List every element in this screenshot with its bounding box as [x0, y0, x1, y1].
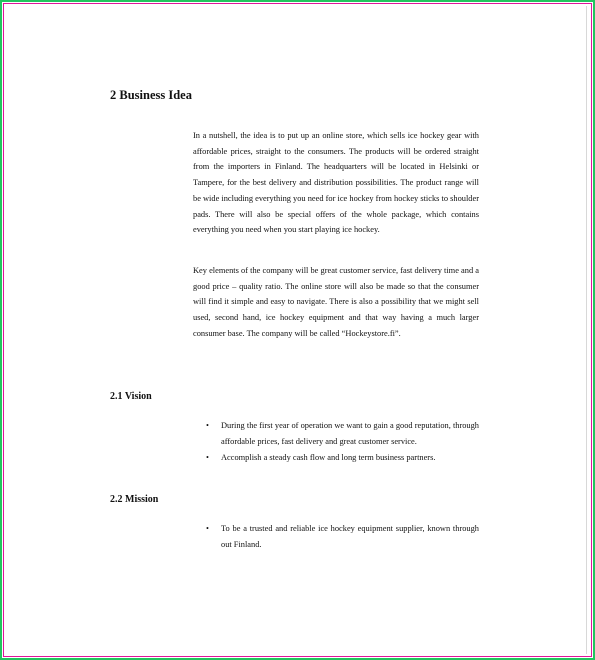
- paragraph-key-elements: Key elements of the company will be great customer service, fast delivery time and a good price – quality ratio. The online store will also be made so that the consumer will find it simple and easy to navigate. There is also a possibility that we might sell used, second hand, ice hockey equipment and that way having a much larger consumer base. The company will be called “Hockeystore.fi”.: [193, 266, 479, 338]
- list-item: [206, 450, 479, 466]
- paragraph-intro: In a nutshell, the idea is to put up an online store, which sells ice hockey gear with affordable prices, straight to the consumers. The products will be ordered straight from the importers in Finland. The headquarters will be located in Helsinki or Tampere, for the best delivery and distribution possibilities. The product range will be wide including everything you need for ice hockey from hockey sticks to shoulder pads. There will also be special offers of the whole package, which contains everything you need when you start playing ice hockey.: [193, 131, 479, 235]
- bullet-icon: •: [206, 421, 209, 430]
- list-item-text: To be a trusted and reliable ice hockey equipment supplier, known through out Finland.: [221, 524, 479, 549]
- list-item-text: Accomplish a steady cash flow and long term business partners.: [221, 452, 436, 462]
- bullet-icon: •: [206, 524, 209, 533]
- page-edge-line: [586, 6, 587, 654]
- mission-heading: 2.2 Mission: [110, 494, 159, 505]
- list-item-text: During the first year of operation we want to gain a good reputation, through affordable prices, fast delivery and great customer service.: [221, 421, 479, 446]
- vision-list: [206, 418, 479, 465]
- mission-list: [206, 521, 479, 553]
- vision-heading: 2.1 Vision: [110, 391, 152, 402]
- bullet-icon: •: [206, 452, 209, 462]
- section-title: 2 Business Idea: [110, 88, 192, 102]
- list-item: [206, 418, 479, 450]
- list-item: [206, 521, 479, 553]
